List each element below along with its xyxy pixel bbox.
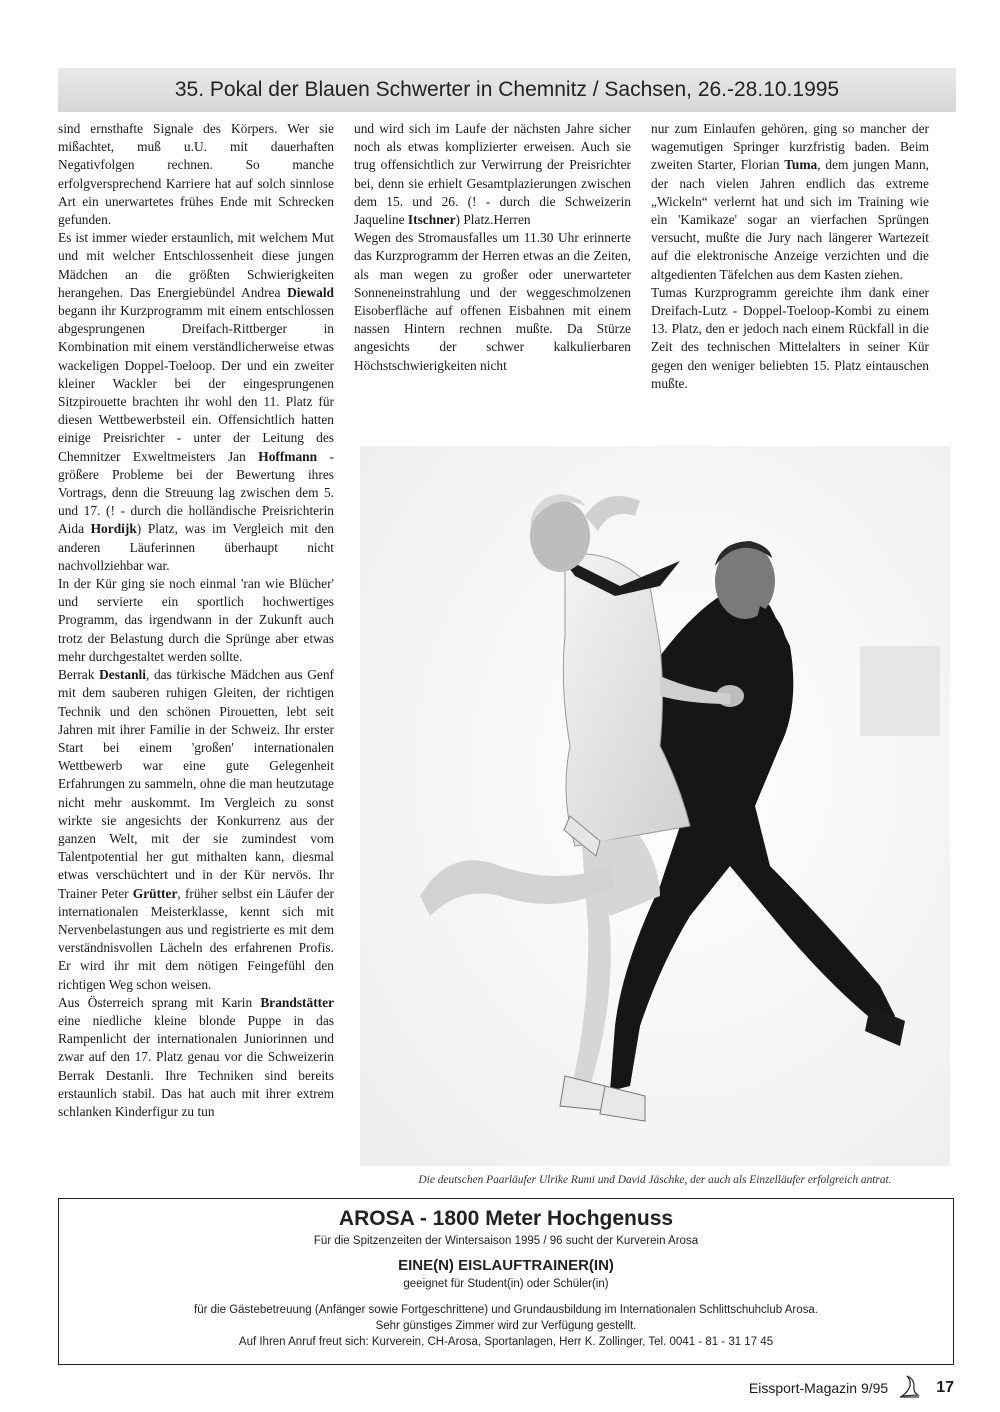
pair-skaters-photo [360, 446, 950, 1166]
text-run: und wird sich im Laufe der nächsten Jahre sicher noch als etwas komplizierter erweisen. Auch sie trug offensichtlich zur Verwirrung der Preisrichter bei, denn sie erhielt Gesamtplazierungen zwischen dem 15. und 26. (! - durch die Schweizerin Jaqueline [354, 121, 631, 228]
ad-contact: Auf Ihren Anruf freut sich: Kurverein, CH-Arosa, Sportanlagen, Herr K. Zollinger, Tel. 0041 - 81 - 31 17 45 [238, 1336, 774, 1348]
bold-name: Diewald [287, 284, 334, 300]
header-title: 35. Pokal der Blauen Schwerter in Chemnitz / Sachsen, 26.-28.10.1995 [174, 78, 840, 101]
ad-headline: AROSA - 1800 Meter Hochgenuss [338, 1207, 674, 1230]
text-run: In der Kür ging sie noch einmal 'ran wie Blücher' und servierte ein sportlich hochwertiges Programm, das irgendwann in der Zukunft auch trotz der Belastung durch die Sprünge aber etwas mehr durchgestaltet werden sollte. [58, 576, 334, 664]
article-column-3 [651, 120, 929, 393]
bold-name: Hordijk [90, 521, 137, 537]
bold-name: Hoffmann [258, 448, 318, 464]
article-column-1 [58, 120, 334, 1121]
text-run: sind ernsthafte Signale des Körpers. Wer sie mißachtet, muß u.U. mit dauerhaften Negativfolgen rechnen. So manche erfolgversprechend Karriere hat auf solch sinnlose Art ein unerwartetes frühes Ende mit Schrecken gefunden. [58, 121, 334, 228]
text-run: Es ist immer wieder erstaunlich, mit welchem Mut und mit welcher Entschlossenheit diese jungen Mädchen an die größten Schwierigkeiten herangehen. Das Energiebündel Andrea [58, 230, 334, 300]
skater-logo-icon [898, 1374, 920, 1403]
page-footer [749, 1377, 954, 1399]
article-paragraph [354, 229, 631, 375]
article-paragraph [651, 120, 929, 284]
ad-suitability: geeignet für Student(in) oder Schüler(in) [403, 1278, 609, 1290]
arosa-advertisement [58, 1198, 954, 1365]
text-run: begann ihr Kurzprogramm mit einem entschlossen abgesprungenen Dreifach-Rittberger in Kombination mit einem verständlicherweise etwas wackeligen Doppel-Toeloop. Der und ein zweiter kleiner Wackler bei der eingesprungenen Sitzpirouette brachten ihr wohl den 11. Platz für diesen Wettbewerbsteil ein. Offensichtlich hatten einige Preisrichter - unter der Leitung des Chemnitzer Exweltmeisters Jan [58, 303, 334, 464]
ad-intro: Für die Spitzenzeiten der Wintersaison 1995 / 96 sucht der Kurverein Arosa [313, 1235, 699, 1247]
text-run: Wegen des Stromausfalles um 11.30 Uhr erinnerte das Kurzprogramm der Herren etwas an die Zeiten, als man wegen zu großer oder unerwarteter Sonneneinstrahlung und der weggeschmolzenen Eisoberfläche auf offenen Eisbahnen mit einem nassen Hintern rechnen mußte. Da Stürze angesichts der schwer kalkulierbaren Höchstschwierigkeiten nicht [354, 230, 631, 373]
text-run: Aus Österreich sprang mit Karin [58, 994, 261, 1010]
text-run: ) Platz, was im Vergleich mit den anderen Läuferinnen überhaupt nicht nachvollziehbar war. [58, 521, 334, 573]
text-run: - größere Probleme bei der Bewertung ihres Vortrags, denn die Streuung lag zwischen dem 5. und 17. (! - durch die holländische Preisrichterin Aida [58, 448, 334, 537]
ad-room: Sehr günstiges Zimmer wird zur Verfügung gestellt. [375, 1320, 637, 1332]
article-paragraph [651, 284, 929, 393]
magazine-issue: Eissport-Magazin 9/95 [748, 1380, 889, 1396]
page-number: 17 [936, 1379, 954, 1396]
article-column-2 [354, 120, 631, 375]
text-run: , früher selbst ein Läufer der internationalen Meisterklasse, kennt sich mit Nervenbelastungen aus und registrierte es mit dem verständnisvollen Lächeln des erfahrenen Profis. Er wird ihr mit dem nötigen Feingefühl den richtigen Weg schon weisen. [58, 885, 334, 992]
bold-name: Brandstätter [260, 994, 334, 1010]
ad-duties: für die Gästebetreuung (Anfänger sowie Fortgeschrittene) und Grundausbildung im Internationalen Schlittschuhclub Arosa. [194, 1304, 818, 1316]
article-paragraph [58, 994, 334, 1121]
article-paragraph [58, 666, 334, 994]
text-run: ) Platz.Herren [455, 212, 531, 228]
page-header [58, 68, 956, 112]
text-run: , dem jungen Mann, der nach vielen Jahren endlich das extreme „Wickeln“ verlernt hat und sich im Training wie ein 'Kamikaze' sogar an vierfachen Sprüngen versucht, mußte die Jury nach längerer Wartezeit auf die elektronische Anzeige verzichten und die altgedienten Täfelchen aus dem Kasten ziehen. [651, 157, 929, 282]
text-run: , das türkische Mädchen aus Genf mit dem sauberen ruhigen Gleiten, der richtigen Technik und den schönen Pirouetten, lebt seit Jahren mit ihrer Familie in der Schweiz. Ihr erster Start bei einem 'großen' internationalen Wettbewerb war eine gute Gelegenheit Erfahrungen zu sammeln, ohne die man heutzutage nicht mehr auskommt. Im Vergleich zu sonst wirkte sie angesichts der Konkurrenz aus der ganzen Welt, mit der sie zumindest vom Talentpotential her gut mithalten kann, diesmal etwas verschüchtert und in der Kür nervös. Ihr Trainer Peter [58, 667, 334, 901]
photo-caption: Die deutschen Paarläufer Ulrike Rumi und David Jäschke, der auch als Einzelläufer erfolgreich antrat. [418, 1174, 892, 1186]
bold-name: Grütter [132, 885, 178, 901]
bold-name: Destanli [99, 667, 146, 683]
bold-name: Itschner [407, 212, 456, 228]
text-run: eine niedliche kleine blonde Puppe in das Rampenlicht der internationalen Juniorinnen und zwar auf den 17. Platz genau vor die Schweizerin Berrak Destanli. Ihre Techniken sind bereits erstaunlich stabil. Das hat auch mit ihrer extrem schlanken Kinderfigur zu tun [58, 1012, 334, 1119]
article-paragraph [58, 575, 334, 666]
text-run: Berrak [58, 667, 100, 683]
article-paragraph [58, 229, 334, 575]
ad-job-title: EINE(N) EISLAUFTRAINER(IN) [398, 1257, 614, 1274]
article-paragraph [58, 120, 334, 229]
article-paragraph [354, 120, 631, 229]
text-run: nur zum Einlaufen gehören, ging so mancher der wagemutigen Springer kurzfristig baden. Beim zweiten Starter, Florian [651, 121, 929, 173]
bold-name: Tuma [784, 157, 818, 173]
text-run: Tumas Kurzprogramm gereichte ihm dank einer Dreifach-Lutz - Doppel-Toeloop-Kombi zu einem 13. Platz, den er jedoch nach einem Rückfall in die Zeit des technischen Mittelalters in seiner Kür gegen den weniger beliebten 15. Platz eintauschen mußte. [651, 284, 929, 391]
